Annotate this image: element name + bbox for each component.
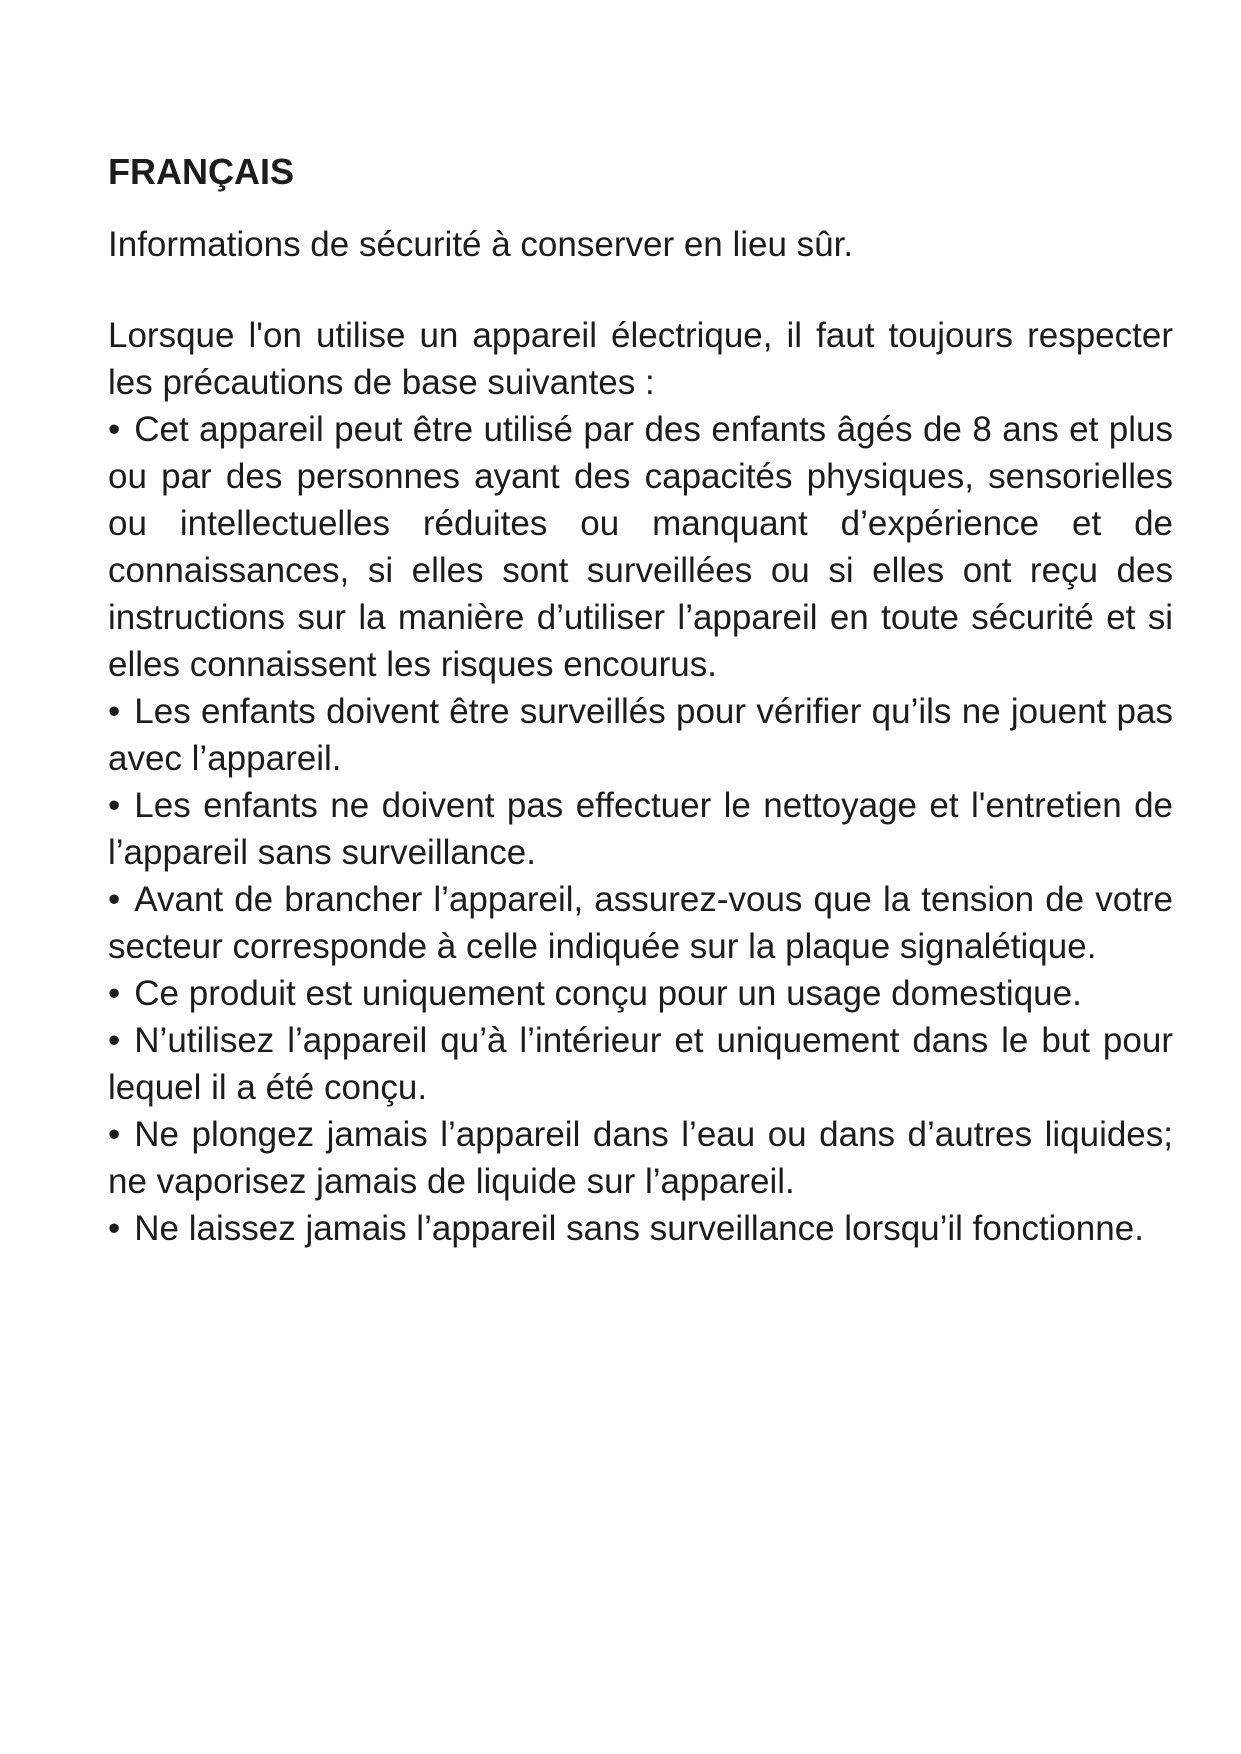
rule-text: N’utilisez l’appareil qu’à l’intérieur et uniquement dans le but pour lequel il a été conçu.: [108, 1021, 1173, 1108]
list-item: [108, 688, 1173, 782]
bullet-icon: •: [108, 880, 121, 920]
intro-text: Informations de sécurité à conserver en lieu sûr.: [108, 225, 854, 265]
rule-text: Ne laissez jamais l’appareil sans surveillance lorsqu’il fonctionne.: [134, 1209, 1144, 1249]
list-item: [108, 1111, 1173, 1205]
bullet-icon: •: [108, 974, 121, 1014]
bullet-icon: •: [108, 1021, 121, 1061]
rule-text: Les enfants ne doivent pas effectuer le nettoyage et l'entretien de l’appareil sans surveillance.: [108, 786, 1173, 873]
language-heading: FRANÇAIS: [108, 151, 294, 192]
list-item: [108, 1017, 1173, 1111]
preamble-text: Lorsque l'on utilise un appareil électrique, il faut toujours respecter les précautions de base suivantes :: [108, 316, 1173, 403]
list-item: [108, 876, 1173, 970]
safety-rules-list: [108, 406, 1173, 1252]
rule-text: Ce produit est uniquement conçu pour un usage domestique.: [134, 974, 1082, 1014]
rule-text: Ne plongez jamais l’appareil dans l’eau ou dans d’autres liquides; ne vaporisez jamais de liquide sur l’appareil.: [108, 1115, 1173, 1202]
rule-text: Avant de brancher l’appareil, assurez-vous que la tension de votre secteur corresponde à celle indiquée sur la plaque signalétique.: [108, 880, 1173, 967]
rule-text: Cet appareil peut être utilisé par des enfants âgés de 8 ans et plus ou par des personnes ayant des capacités physiques, sensorielles ou intellectuelles réduites ou manquant d’expérience et de connaissances, si elles sont surveillées ou si elles ont reçu des instructions sur la manière d’utiliser l’appareil en toute sécurité et si elles connaissent les risques encourus.: [108, 410, 1173, 685]
list-item: [108, 1205, 1173, 1252]
bullet-icon: •: [108, 786, 121, 826]
list-item: [108, 970, 1173, 1017]
bullet-icon: •: [108, 1115, 121, 1155]
list-item: [108, 782, 1173, 876]
document-page: [108, 150, 1173, 1252]
bullet-icon: •: [108, 1209, 121, 1249]
bullet-icon: •: [108, 410, 121, 450]
bullet-icon: •: [108, 692, 121, 732]
rule-text: Les enfants doivent être surveillés pour vérifier qu’ils ne jouent pas avec l’appareil.: [108, 692, 1173, 779]
list-item: [108, 406, 1173, 688]
